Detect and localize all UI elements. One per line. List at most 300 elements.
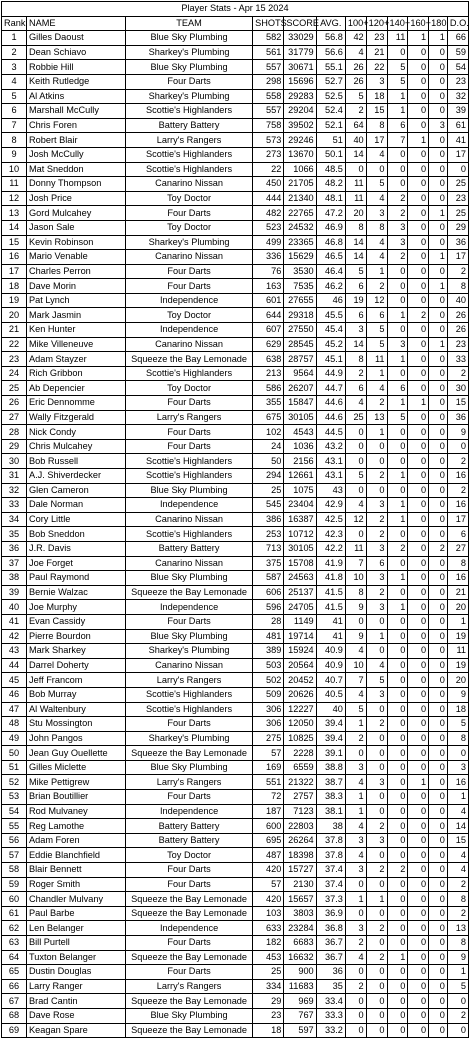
140plus-cell: 0 bbox=[387, 293, 408, 308]
180-cell: 0 bbox=[429, 804, 448, 819]
team-cell: Blue Sky Plumbing bbox=[126, 483, 253, 498]
120plus-cell: 2 bbox=[366, 279, 387, 294]
table-row bbox=[2, 906, 469, 921]
120plus-cell: 3 bbox=[366, 74, 387, 89]
do-cell: 1 bbox=[447, 614, 468, 629]
160plus-cell: 0 bbox=[408, 804, 429, 819]
shots-cell: 586 bbox=[253, 381, 284, 396]
table-row bbox=[2, 308, 469, 323]
avg-cell: 45.2 bbox=[316, 337, 345, 352]
col-header-140plus: 140+ bbox=[387, 16, 408, 31]
140plus-cell: 0 bbox=[387, 673, 408, 688]
shots-cell: 606 bbox=[253, 585, 284, 600]
do-cell: 0 bbox=[447, 162, 468, 177]
rank-cell: 57 bbox=[2, 848, 27, 863]
100plus-cell: 20 bbox=[345, 206, 366, 221]
shots-cell: 420 bbox=[253, 892, 284, 907]
name-cell: Gilles Miclette bbox=[27, 760, 126, 775]
team-cell: Squeeze the Bay Lemonade bbox=[126, 994, 253, 1009]
team-cell: Scottie's Highlanders bbox=[126, 687, 253, 702]
team-cell: Scottie's Highlanders bbox=[126, 527, 253, 542]
name-cell: Blair Bennett bbox=[27, 863, 126, 878]
140plus-cell: 3 bbox=[387, 220, 408, 235]
rank-cell: 32 bbox=[2, 483, 27, 498]
140plus-cell: 1 bbox=[387, 498, 408, 513]
160plus-cell: 0 bbox=[408, 425, 429, 440]
table-row bbox=[2, 717, 469, 732]
rank-cell: 33 bbox=[2, 498, 27, 513]
table-row bbox=[2, 790, 469, 805]
player-stats-table bbox=[1, 1, 469, 1038]
avg-cell: 46 bbox=[316, 293, 345, 308]
score-cell: 15696 bbox=[284, 74, 316, 89]
rank-cell: 54 bbox=[2, 804, 27, 819]
shots-cell: 22 bbox=[253, 162, 284, 177]
160plus-cell: 0 bbox=[408, 337, 429, 352]
160plus-cell: 0 bbox=[408, 235, 429, 250]
120plus-cell: 0 bbox=[366, 483, 387, 498]
180-cell: 0 bbox=[429, 366, 448, 381]
140plus-cell: 0 bbox=[387, 979, 408, 994]
rank-cell: 51 bbox=[2, 760, 27, 775]
160plus-cell: 0 bbox=[408, 527, 429, 542]
table-row bbox=[2, 673, 469, 688]
table-row bbox=[2, 162, 469, 177]
120plus-cell: 0 bbox=[366, 877, 387, 892]
rank-cell: 5 bbox=[2, 89, 27, 104]
140plus-cell: 0 bbox=[387, 147, 408, 162]
rank-cell: 63 bbox=[2, 936, 27, 951]
rank-cell: 47 bbox=[2, 702, 27, 717]
140plus-cell: 0 bbox=[387, 994, 408, 1009]
avg-cell: 36.7 bbox=[316, 950, 345, 965]
rank-cell: 29 bbox=[2, 439, 27, 454]
team-cell: Canarino Nissan bbox=[126, 556, 253, 571]
score-cell: 15708 bbox=[284, 556, 316, 571]
160plus-cell: 0 bbox=[408, 614, 429, 629]
120plus-cell: 2 bbox=[366, 585, 387, 600]
do-cell: 8 bbox=[447, 892, 468, 907]
name-cell: Paul Barbe bbox=[27, 906, 126, 921]
160plus-cell: 0 bbox=[408, 60, 429, 75]
do-cell: 2 bbox=[447, 454, 468, 469]
col-header-do: D.O. bbox=[447, 16, 468, 31]
rank-cell: 40 bbox=[2, 600, 27, 615]
name-cell: Reg Lamothe bbox=[27, 819, 126, 834]
100plus-cell: 14 bbox=[345, 250, 366, 265]
180-cell: 0 bbox=[429, 790, 448, 805]
180-cell: 0 bbox=[429, 396, 448, 411]
name-cell: Mike Pettigrew bbox=[27, 775, 126, 790]
name-cell: Robbie Hill bbox=[27, 60, 126, 75]
do-cell: 16 bbox=[447, 469, 468, 484]
score-cell: 20564 bbox=[284, 658, 316, 673]
table-row bbox=[2, 979, 469, 994]
name-cell: Dustin Douglas bbox=[27, 965, 126, 980]
shots-cell: 502 bbox=[253, 673, 284, 688]
160plus-cell: 0 bbox=[408, 994, 429, 1009]
do-cell: 2 bbox=[447, 877, 468, 892]
100plus-cell: 0 bbox=[345, 162, 366, 177]
team-cell: Battery Battery bbox=[126, 118, 253, 133]
score-cell: 23365 bbox=[284, 235, 316, 250]
140plus-cell: 0 bbox=[387, 279, 408, 294]
do-cell: 15 bbox=[447, 833, 468, 848]
table-row bbox=[2, 454, 469, 469]
shots-cell: 587 bbox=[253, 571, 284, 586]
140plus-cell: 0 bbox=[387, 731, 408, 746]
avg-cell: 37.8 bbox=[316, 833, 345, 848]
shots-cell: 57 bbox=[253, 877, 284, 892]
140plus-cell: 0 bbox=[387, 629, 408, 644]
100plus-cell: 8 bbox=[345, 220, 366, 235]
180-cell: 0 bbox=[429, 994, 448, 1009]
shots-cell: 76 bbox=[253, 264, 284, 279]
180-cell: 0 bbox=[429, 89, 448, 104]
name-cell: Dale Norman bbox=[27, 498, 126, 513]
120plus-cell: 0 bbox=[366, 994, 387, 1009]
team-cell: Scottie's Highlanders bbox=[126, 454, 253, 469]
120plus-cell: 3 bbox=[366, 206, 387, 221]
100plus-cell: 2 bbox=[345, 731, 366, 746]
160plus-cell: 1 bbox=[408, 396, 429, 411]
avg-cell: 46.5 bbox=[316, 250, 345, 265]
120plus-cell: 2 bbox=[366, 921, 387, 936]
140plus-cell: 0 bbox=[387, 439, 408, 454]
160plus-cell: 0 bbox=[408, 863, 429, 878]
score-cell: 30671 bbox=[284, 60, 316, 75]
140plus-cell: 0 bbox=[387, 177, 408, 192]
100plus-cell: 0 bbox=[345, 906, 366, 921]
avg-cell: 41.9 bbox=[316, 556, 345, 571]
score-cell: 10825 bbox=[284, 731, 316, 746]
table-row bbox=[2, 644, 469, 659]
do-cell: 23 bbox=[447, 191, 468, 206]
100plus-cell: 10 bbox=[345, 571, 366, 586]
rank-cell: 66 bbox=[2, 979, 27, 994]
160plus-cell: 0 bbox=[408, 45, 429, 60]
name-cell: Bernie Walzac bbox=[27, 585, 126, 600]
160plus-cell: 0 bbox=[408, 74, 429, 89]
do-cell: 2 bbox=[447, 264, 468, 279]
rank-cell: 35 bbox=[2, 527, 27, 542]
avg-cell: 46.8 bbox=[316, 235, 345, 250]
team-cell: Sharkey's Plumbing bbox=[126, 644, 253, 659]
100plus-cell: 4 bbox=[345, 687, 366, 702]
160plus-cell: 0 bbox=[408, 439, 429, 454]
score-cell: 10712 bbox=[284, 527, 316, 542]
team-cell: Battery Battery bbox=[126, 541, 253, 556]
rank-cell: 6 bbox=[2, 104, 27, 119]
120plus-cell: 0 bbox=[366, 614, 387, 629]
140plus-cell: 0 bbox=[387, 804, 408, 819]
name-cell: Bob Russell bbox=[27, 454, 126, 469]
180-cell: 0 bbox=[429, 352, 448, 367]
team-cell: Four Darts bbox=[126, 614, 253, 629]
180-cell: 0 bbox=[429, 629, 448, 644]
rank-cell: 62 bbox=[2, 921, 27, 936]
name-cell: Stu Mossington bbox=[27, 717, 126, 732]
score-cell: 1066 bbox=[284, 162, 316, 177]
do-cell: 23 bbox=[447, 337, 468, 352]
100plus-cell: 1 bbox=[345, 717, 366, 732]
160plus-cell: 0 bbox=[408, 352, 429, 367]
shots-cell: 420 bbox=[253, 863, 284, 878]
col-header-100plus: 100+ bbox=[345, 16, 366, 31]
name-cell: Keagan Spare bbox=[27, 1023, 126, 1038]
140plus-cell: 2 bbox=[387, 206, 408, 221]
score-cell: 12227 bbox=[284, 702, 316, 717]
score-cell: 15629 bbox=[284, 250, 316, 265]
do-cell: 13 bbox=[447, 921, 468, 936]
160plus-cell: 0 bbox=[408, 979, 429, 994]
avg-cell: 35 bbox=[316, 979, 345, 994]
140plus-cell: 0 bbox=[387, 527, 408, 542]
score-cell: 24563 bbox=[284, 571, 316, 586]
160plus-cell: 0 bbox=[408, 1008, 429, 1023]
avg-cell: 33.4 bbox=[316, 994, 345, 1009]
180-cell: 0 bbox=[429, 45, 448, 60]
120plus-cell: 3 bbox=[366, 498, 387, 513]
avg-cell: 41.8 bbox=[316, 571, 345, 586]
team-cell: Squeeze the Bay Lemonade bbox=[126, 352, 253, 367]
100plus-cell: 0 bbox=[345, 527, 366, 542]
shots-cell: 509 bbox=[253, 687, 284, 702]
table-row bbox=[2, 337, 469, 352]
120plus-cell: 2 bbox=[366, 717, 387, 732]
rank-cell: 14 bbox=[2, 220, 27, 235]
shots-cell: 453 bbox=[253, 950, 284, 965]
do-cell: 9 bbox=[447, 950, 468, 965]
table-row bbox=[2, 1008, 469, 1023]
team-cell: Squeeze the Bay Lemonade bbox=[126, 950, 253, 965]
do-cell: 19 bbox=[447, 629, 468, 644]
180-cell: 2 bbox=[429, 541, 448, 556]
name-cell: Josh McCully bbox=[27, 147, 126, 162]
shots-cell: 57 bbox=[253, 746, 284, 761]
avg-cell: 47.2 bbox=[316, 206, 345, 221]
100plus-cell: 4 bbox=[345, 45, 366, 60]
name-cell: Rod Mulvaney bbox=[27, 804, 126, 819]
do-cell: 17 bbox=[447, 512, 468, 527]
160plus-cell: 0 bbox=[408, 717, 429, 732]
table-row bbox=[2, 279, 469, 294]
shots-cell: 29 bbox=[253, 994, 284, 1009]
120plus-cell: 11 bbox=[366, 352, 387, 367]
col-header-160plus: 160+ bbox=[408, 16, 429, 31]
table-row bbox=[2, 556, 469, 571]
avg-cell: 42.3 bbox=[316, 527, 345, 542]
avg-cell: 43.1 bbox=[316, 454, 345, 469]
table-row bbox=[2, 921, 469, 936]
table-row bbox=[2, 775, 469, 790]
rank-cell: 4 bbox=[2, 74, 27, 89]
120plus-cell: 5 bbox=[366, 337, 387, 352]
100plus-cell: 3 bbox=[345, 921, 366, 936]
table-row bbox=[2, 541, 469, 556]
table-row bbox=[2, 469, 469, 484]
shots-cell: 306 bbox=[253, 717, 284, 732]
rank-cell: 2 bbox=[2, 45, 27, 60]
avg-cell: 42.5 bbox=[316, 512, 345, 527]
100plus-cell: 40 bbox=[345, 133, 366, 148]
180-cell: 0 bbox=[429, 498, 448, 513]
table-row bbox=[2, 381, 469, 396]
180-cell: 0 bbox=[429, 308, 448, 323]
120plus-cell: 8 bbox=[366, 220, 387, 235]
rank-cell: 44 bbox=[2, 658, 27, 673]
avg-cell: 52.1 bbox=[316, 118, 345, 133]
shots-cell: 558 bbox=[253, 89, 284, 104]
120plus-cell: 0 bbox=[366, 1023, 387, 1038]
100plus-cell: 3 bbox=[345, 863, 366, 878]
100plus-cell: 14 bbox=[345, 235, 366, 250]
do-cell: 5 bbox=[447, 979, 468, 994]
rank-cell: 65 bbox=[2, 965, 27, 980]
160plus-cell: 0 bbox=[408, 600, 429, 615]
table-row bbox=[2, 483, 469, 498]
shots-cell: 557 bbox=[253, 104, 284, 119]
shots-cell: 633 bbox=[253, 921, 284, 936]
table-row bbox=[2, 323, 469, 338]
rank-cell: 37 bbox=[2, 556, 27, 571]
team-cell: Four Darts bbox=[126, 790, 253, 805]
120plus-cell: 1 bbox=[366, 264, 387, 279]
160plus-cell: 1 bbox=[408, 775, 429, 790]
rank-cell: 60 bbox=[2, 892, 27, 907]
team-cell: Four Darts bbox=[126, 717, 253, 732]
120plus-cell: 0 bbox=[366, 454, 387, 469]
shots-cell: 334 bbox=[253, 979, 284, 994]
avg-cell: 39.1 bbox=[316, 746, 345, 761]
100plus-cell: 14 bbox=[345, 337, 366, 352]
do-cell: 1 bbox=[447, 965, 468, 980]
do-cell: 26 bbox=[447, 323, 468, 338]
rank-cell: 11 bbox=[2, 177, 27, 192]
140plus-cell: 2 bbox=[387, 250, 408, 265]
table-row bbox=[2, 936, 469, 951]
do-cell: 0 bbox=[447, 746, 468, 761]
160plus-cell: 0 bbox=[408, 483, 429, 498]
do-cell: 8 bbox=[447, 556, 468, 571]
avg-cell: 45.5 bbox=[316, 308, 345, 323]
avg-cell: 43.2 bbox=[316, 439, 345, 454]
score-cell: 6559 bbox=[284, 760, 316, 775]
180-cell: 0 bbox=[429, 191, 448, 206]
avg-cell: 48.1 bbox=[316, 191, 345, 206]
rank-cell: 64 bbox=[2, 950, 27, 965]
score-cell: 24532 bbox=[284, 220, 316, 235]
180-cell: 1 bbox=[429, 206, 448, 221]
160plus-cell: 0 bbox=[408, 790, 429, 805]
name-cell: Cory Little bbox=[27, 512, 126, 527]
avg-cell: 38.3 bbox=[316, 790, 345, 805]
score-cell: 29283 bbox=[284, 89, 316, 104]
100plus-cell: 10 bbox=[345, 658, 366, 673]
100plus-cell: 5 bbox=[345, 264, 366, 279]
score-cell: 21322 bbox=[284, 775, 316, 790]
score-cell: 15924 bbox=[284, 644, 316, 659]
name-cell: Pierre Bourdon bbox=[27, 629, 126, 644]
team-cell: Sharkey's Plumbing bbox=[126, 731, 253, 746]
avg-cell: 56.6 bbox=[316, 45, 345, 60]
do-cell: 17 bbox=[447, 147, 468, 162]
140plus-cell: 0 bbox=[387, 162, 408, 177]
160plus-cell: 0 bbox=[408, 936, 429, 951]
100plus-cell: 19 bbox=[345, 293, 366, 308]
avg-cell: 41 bbox=[316, 629, 345, 644]
160plus-cell: 0 bbox=[408, 147, 429, 162]
score-cell: 22803 bbox=[284, 819, 316, 834]
avg-cell: 36 bbox=[316, 965, 345, 980]
table-row bbox=[2, 293, 469, 308]
shots-cell: 545 bbox=[253, 498, 284, 513]
180-cell: 1 bbox=[429, 250, 448, 265]
team-cell: Larry's Rangers bbox=[126, 410, 253, 425]
160plus-cell: 0 bbox=[408, 950, 429, 965]
name-cell: Gilles Daoust bbox=[27, 31, 126, 46]
140plus-cell: 0 bbox=[387, 921, 408, 936]
shots-cell: 450 bbox=[253, 177, 284, 192]
do-cell: 19 bbox=[447, 658, 468, 673]
team-cell: Blue Sky Plumbing bbox=[126, 629, 253, 644]
100plus-cell: 6 bbox=[345, 308, 366, 323]
col-header-rank: Rank bbox=[2, 16, 27, 31]
140plus-cell: 1 bbox=[387, 469, 408, 484]
160plus-cell: 0 bbox=[408, 571, 429, 586]
shots-cell: 607 bbox=[253, 323, 284, 338]
table-row bbox=[2, 31, 469, 46]
col-header-shots: SHOTS bbox=[253, 16, 284, 31]
160plus-cell: 0 bbox=[408, 220, 429, 235]
avg-cell: 33.3 bbox=[316, 1008, 345, 1023]
score-cell: 3803 bbox=[284, 906, 316, 921]
team-cell: Scottie's Highlanders bbox=[126, 162, 253, 177]
do-cell: 59 bbox=[447, 45, 468, 60]
120plus-cell: 0 bbox=[366, 906, 387, 921]
rank-cell: 38 bbox=[2, 571, 27, 586]
team-cell: Squeeze the Bay Lemonade bbox=[126, 746, 253, 761]
name-cell: Adam Stayzer bbox=[27, 352, 126, 367]
180-cell: 0 bbox=[429, 746, 448, 761]
120plus-cell: 0 bbox=[366, 1008, 387, 1023]
180-cell: 1 bbox=[429, 337, 448, 352]
avg-cell: 55.1 bbox=[316, 60, 345, 75]
180-cell: 0 bbox=[429, 571, 448, 586]
shots-cell: 389 bbox=[253, 644, 284, 659]
120plus-cell: 0 bbox=[366, 746, 387, 761]
rank-cell: 30 bbox=[2, 454, 27, 469]
name-cell: Donny Thompson bbox=[27, 177, 126, 192]
team-cell: Toy Doctor bbox=[126, 220, 253, 235]
do-cell: 20 bbox=[447, 673, 468, 688]
140plus-cell: 2 bbox=[387, 863, 408, 878]
180-cell: 0 bbox=[429, 644, 448, 659]
180-cell: 0 bbox=[429, 717, 448, 732]
120plus-cell: 0 bbox=[366, 760, 387, 775]
rank-cell: 68 bbox=[2, 1008, 27, 1023]
name-cell: Keith Rutledge bbox=[27, 74, 126, 89]
160plus-cell: 0 bbox=[408, 323, 429, 338]
160plus-cell: 0 bbox=[408, 498, 429, 513]
avg-cell: 37.8 bbox=[316, 848, 345, 863]
name-cell: Joe Forget bbox=[27, 556, 126, 571]
120plus-cell: 2 bbox=[366, 819, 387, 834]
rank-cell: 18 bbox=[2, 279, 27, 294]
team-cell: Independence bbox=[126, 921, 253, 936]
name-cell: John Pangos bbox=[27, 731, 126, 746]
140plus-cell: 0 bbox=[387, 717, 408, 732]
